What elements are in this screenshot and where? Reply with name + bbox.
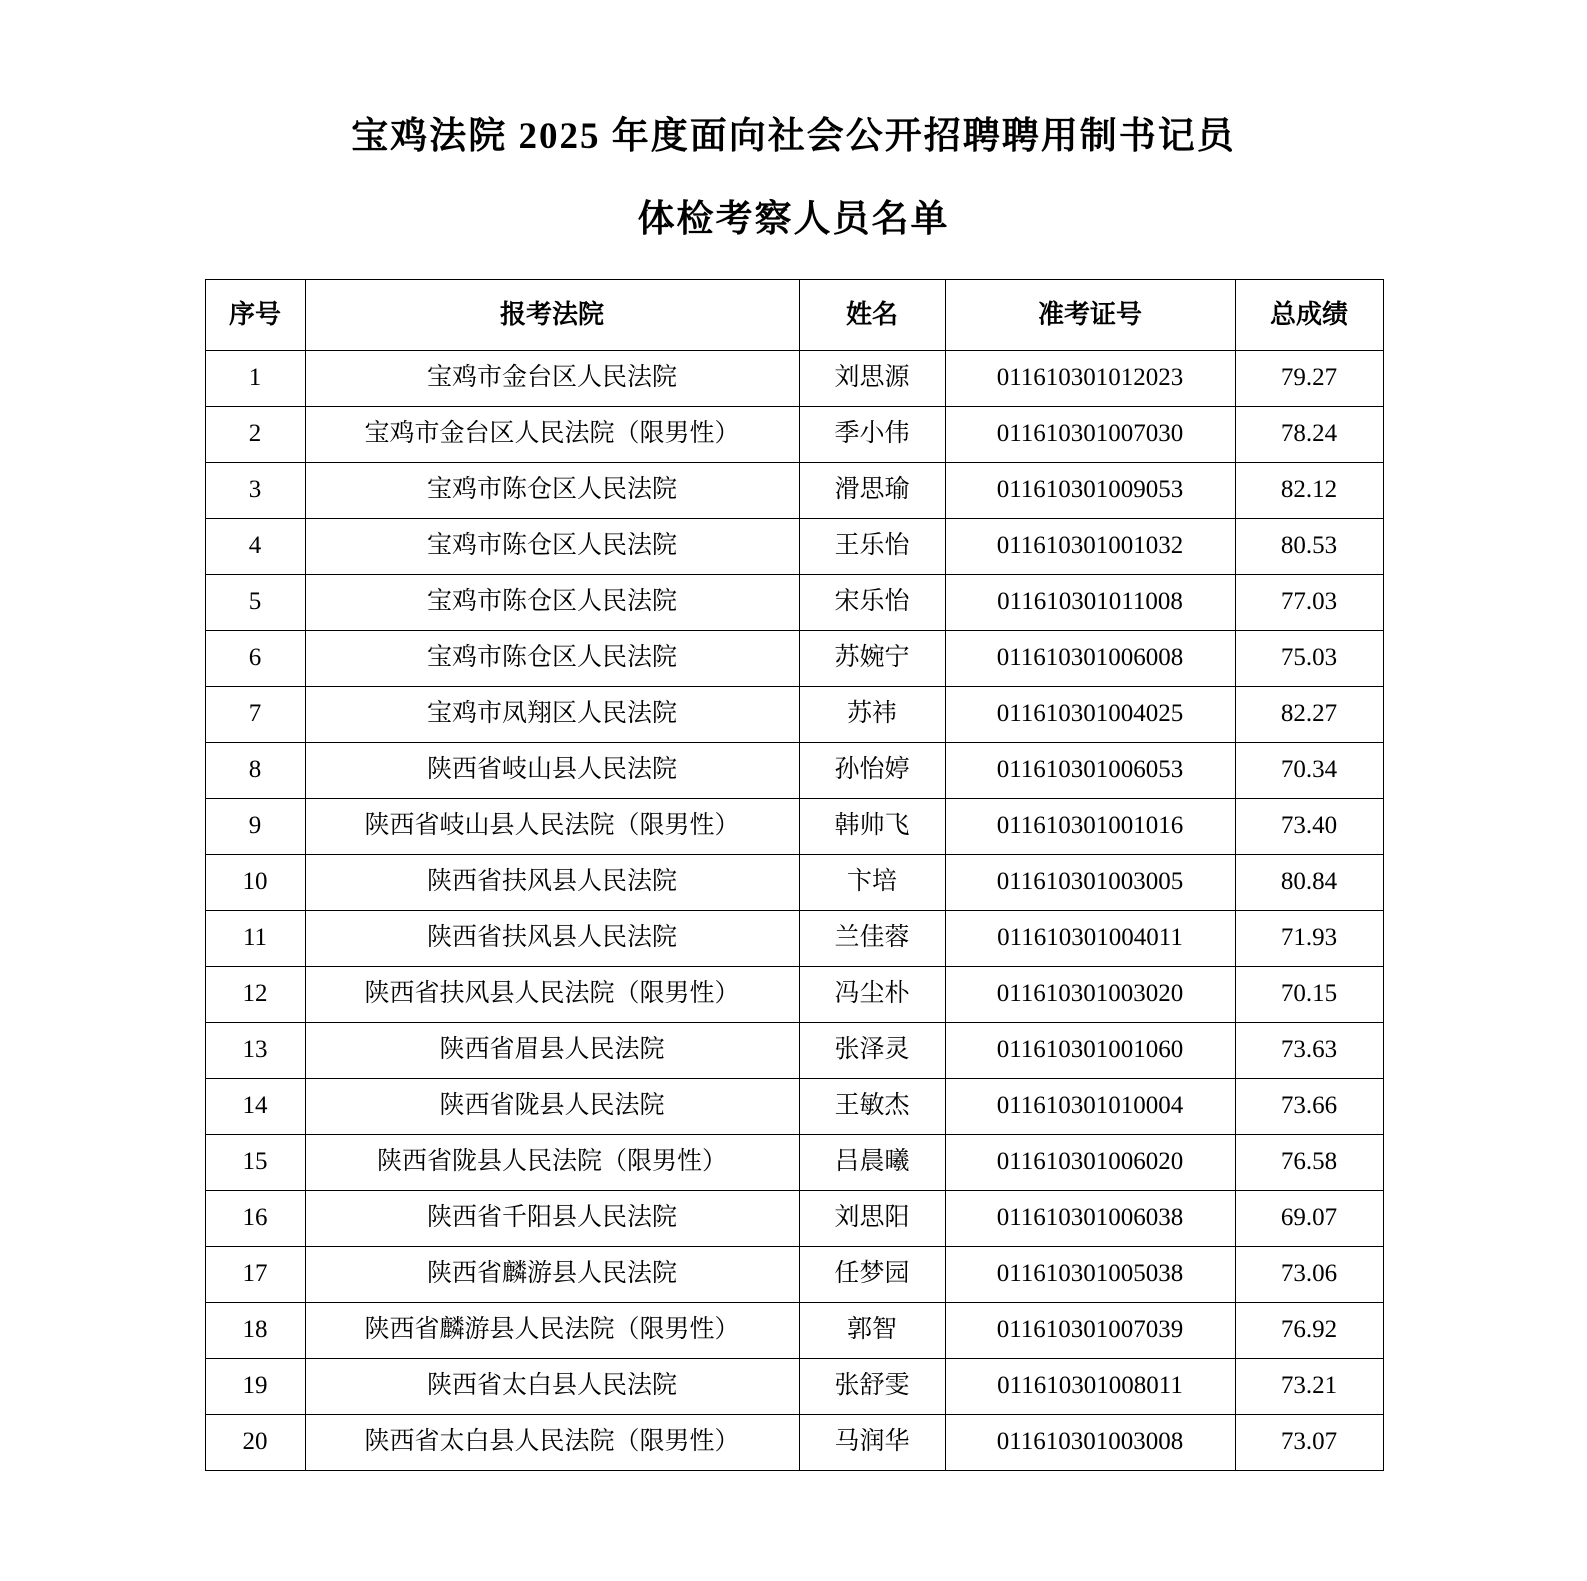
page-title-line-1: 宝鸡法院 2025 年度面向社会公开招聘聘用制书记员 bbox=[351, 116, 1236, 157]
cell-total-score: 82.27 bbox=[1235, 686, 1383, 742]
table-row bbox=[205, 742, 1383, 798]
cell-index: 7 bbox=[205, 686, 305, 742]
cell-total-score: 73.06 bbox=[1235, 1246, 1383, 1302]
table-row bbox=[205, 798, 1383, 854]
cell-name: 吕晨曦 bbox=[799, 1134, 945, 1190]
cell-court: 陕西省太白县人民法院 bbox=[305, 1358, 799, 1414]
roster-table bbox=[205, 279, 1384, 1471]
cell-court: 宝鸡市陈仓区人民法院 bbox=[305, 518, 799, 574]
cell-index: 9 bbox=[205, 798, 305, 854]
table-row bbox=[205, 1134, 1383, 1190]
cell-court: 宝鸡市陈仓区人民法院 bbox=[305, 574, 799, 630]
cell-court: 陕西省岐山县人民法院 bbox=[305, 742, 799, 798]
cell-name: 兰佳蓉 bbox=[799, 910, 945, 966]
table-body bbox=[205, 350, 1383, 1470]
cell-court: 宝鸡市金台区人民法院 bbox=[305, 350, 799, 406]
cell-name: 韩帅飞 bbox=[799, 798, 945, 854]
cell-name: 宋乐怡 bbox=[799, 574, 945, 630]
table-row bbox=[205, 686, 1383, 742]
cell-total-score: 76.92 bbox=[1235, 1302, 1383, 1358]
cell-index: 4 bbox=[205, 518, 305, 574]
cell-total-score: 73.40 bbox=[1235, 798, 1383, 854]
cell-index: 15 bbox=[205, 1134, 305, 1190]
cell-total-score: 70.15 bbox=[1235, 966, 1383, 1022]
cell-court: 陕西省眉县人民法院 bbox=[305, 1022, 799, 1078]
cell-exam-number: 011610301001060 bbox=[945, 1022, 1235, 1078]
cell-exam-number: 011610301007039 bbox=[945, 1302, 1235, 1358]
cell-index: 12 bbox=[205, 966, 305, 1022]
cell-exam-number: 011610301007030 bbox=[945, 406, 1235, 462]
table-row bbox=[205, 574, 1383, 630]
cell-index: 1 bbox=[205, 350, 305, 406]
cell-court: 陕西省扶风县人民法院 bbox=[305, 910, 799, 966]
cell-name: 刘思源 bbox=[799, 350, 945, 406]
cell-name: 孙怡婷 bbox=[799, 742, 945, 798]
cell-court: 宝鸡市凤翔区人民法院 bbox=[305, 686, 799, 742]
cell-name: 冯尘朴 bbox=[799, 966, 945, 1022]
cell-total-score: 80.84 bbox=[1235, 854, 1383, 910]
cell-exam-number: 011610301012023 bbox=[945, 350, 1235, 406]
table-row bbox=[205, 1302, 1383, 1358]
cell-name: 卞培 bbox=[799, 854, 945, 910]
cell-name: 任梦园 bbox=[799, 1246, 945, 1302]
column-header-court: 报考法院 bbox=[305, 279, 799, 350]
cell-total-score: 76.58 bbox=[1235, 1134, 1383, 1190]
cell-index: 19 bbox=[205, 1358, 305, 1414]
cell-index: 18 bbox=[205, 1302, 305, 1358]
cell-index: 10 bbox=[205, 854, 305, 910]
cell-court: 陕西省岐山县人民法院（限男性） bbox=[305, 798, 799, 854]
table-row bbox=[205, 1358, 1383, 1414]
cell-exam-number: 011610301004025 bbox=[945, 686, 1235, 742]
cell-index: 16 bbox=[205, 1190, 305, 1246]
cell-court: 陕西省麟游县人民法院（限男性） bbox=[305, 1302, 799, 1358]
cell-exam-number: 011610301003020 bbox=[945, 966, 1235, 1022]
cell-index: 20 bbox=[205, 1414, 305, 1470]
cell-index: 8 bbox=[205, 742, 305, 798]
cell-exam-number: 011610301001032 bbox=[945, 518, 1235, 574]
table-row bbox=[205, 518, 1383, 574]
cell-total-score: 73.66 bbox=[1235, 1078, 1383, 1134]
table-row bbox=[205, 1246, 1383, 1302]
cell-total-score: 70.34 bbox=[1235, 742, 1383, 798]
cell-index: 14 bbox=[205, 1078, 305, 1134]
cell-court: 陕西省麟游县人民法院 bbox=[305, 1246, 799, 1302]
column-header-exam-number: 准考证号 bbox=[945, 279, 1235, 350]
cell-exam-number: 011610301005038 bbox=[945, 1246, 1235, 1302]
cell-court: 陕西省扶风县人民法院（限男性） bbox=[305, 966, 799, 1022]
table-row bbox=[205, 462, 1383, 518]
table-row bbox=[205, 1078, 1383, 1134]
cell-exam-number: 011610301006008 bbox=[945, 630, 1235, 686]
cell-exam-number: 011610301009053 bbox=[945, 462, 1235, 518]
cell-exam-number: 011610301003008 bbox=[945, 1414, 1235, 1470]
cell-court: 陕西省太白县人民法院（限男性） bbox=[305, 1414, 799, 1470]
table-row bbox=[205, 630, 1383, 686]
cell-exam-number: 011610301001016 bbox=[945, 798, 1235, 854]
cell-index: 17 bbox=[205, 1246, 305, 1302]
cell-name: 刘思阳 bbox=[799, 1190, 945, 1246]
cell-total-score: 75.03 bbox=[1235, 630, 1383, 686]
cell-name: 马润华 bbox=[799, 1414, 945, 1470]
column-header-index: 序号 bbox=[205, 279, 305, 350]
cell-exam-number: 011610301006020 bbox=[945, 1134, 1235, 1190]
column-header-name: 姓名 bbox=[799, 279, 945, 350]
cell-exam-number: 011610301004011 bbox=[945, 910, 1235, 966]
cell-exam-number: 011610301011008 bbox=[945, 574, 1235, 630]
cell-name: 张泽灵 bbox=[799, 1022, 945, 1078]
cell-total-score: 80.53 bbox=[1235, 518, 1383, 574]
table-row bbox=[205, 350, 1383, 406]
cell-total-score: 78.24 bbox=[1235, 406, 1383, 462]
table-header-row bbox=[205, 279, 1383, 350]
cell-name: 王乐怡 bbox=[799, 518, 945, 574]
cell-court: 陕西省陇县人民法院 bbox=[305, 1078, 799, 1134]
cell-exam-number: 011610301010004 bbox=[945, 1078, 1235, 1134]
cell-total-score: 73.21 bbox=[1235, 1358, 1383, 1414]
page-title-line-2: 体检考察人员名单 bbox=[637, 199, 950, 241]
cell-index: 2 bbox=[205, 406, 305, 462]
cell-exam-number: 011610301006053 bbox=[945, 742, 1235, 798]
cell-name: 苏婉宁 bbox=[799, 630, 945, 686]
cell-court: 宝鸡市陈仓区人民法院 bbox=[305, 630, 799, 686]
cell-total-score: 73.07 bbox=[1235, 1414, 1383, 1470]
cell-name: 滑思瑜 bbox=[799, 462, 945, 518]
table-row bbox=[205, 854, 1383, 910]
cell-total-score: 77.03 bbox=[1235, 574, 1383, 630]
table-row bbox=[205, 1414, 1383, 1470]
cell-exam-number: 011610301008011 bbox=[945, 1358, 1235, 1414]
table-row bbox=[205, 406, 1383, 462]
cell-exam-number: 011610301003005 bbox=[945, 854, 1235, 910]
cell-name: 王敏杰 bbox=[799, 1078, 945, 1134]
cell-index: 3 bbox=[205, 462, 305, 518]
cell-index: 6 bbox=[205, 630, 305, 686]
cell-total-score: 71.93 bbox=[1235, 910, 1383, 966]
cell-exam-number: 011610301006038 bbox=[945, 1190, 1235, 1246]
cell-name: 张舒雯 bbox=[799, 1358, 945, 1414]
column-header-total-score: 总成绩 bbox=[1235, 279, 1383, 350]
table-row bbox=[205, 910, 1383, 966]
cell-total-score: 69.07 bbox=[1235, 1190, 1383, 1246]
table-row bbox=[205, 1190, 1383, 1246]
cell-name: 苏祎 bbox=[799, 686, 945, 742]
cell-court: 宝鸡市金台区人民法院（限男性） bbox=[305, 406, 799, 462]
table-row bbox=[205, 1022, 1383, 1078]
cell-total-score: 73.63 bbox=[1235, 1022, 1383, 1078]
cell-court: 陕西省陇县人民法院（限男性） bbox=[305, 1134, 799, 1190]
cell-court: 宝鸡市陈仓区人民法院 bbox=[305, 462, 799, 518]
cell-total-score: 82.12 bbox=[1235, 462, 1383, 518]
table-header bbox=[205, 279, 1383, 350]
roster-table-container bbox=[205, 279, 1383, 1471]
cell-total-score: 79.27 bbox=[1235, 350, 1383, 406]
cell-name: 季小伟 bbox=[799, 406, 945, 462]
cell-index: 5 bbox=[205, 574, 305, 630]
cell-court: 陕西省千阳县人民法院 bbox=[305, 1190, 799, 1246]
cell-court: 陕西省扶风县人民法院 bbox=[305, 854, 799, 910]
cell-index: 13 bbox=[205, 1022, 305, 1078]
cell-index: 11 bbox=[205, 910, 305, 966]
cell-name: 郭智 bbox=[799, 1302, 945, 1358]
table-row bbox=[205, 966, 1383, 1022]
